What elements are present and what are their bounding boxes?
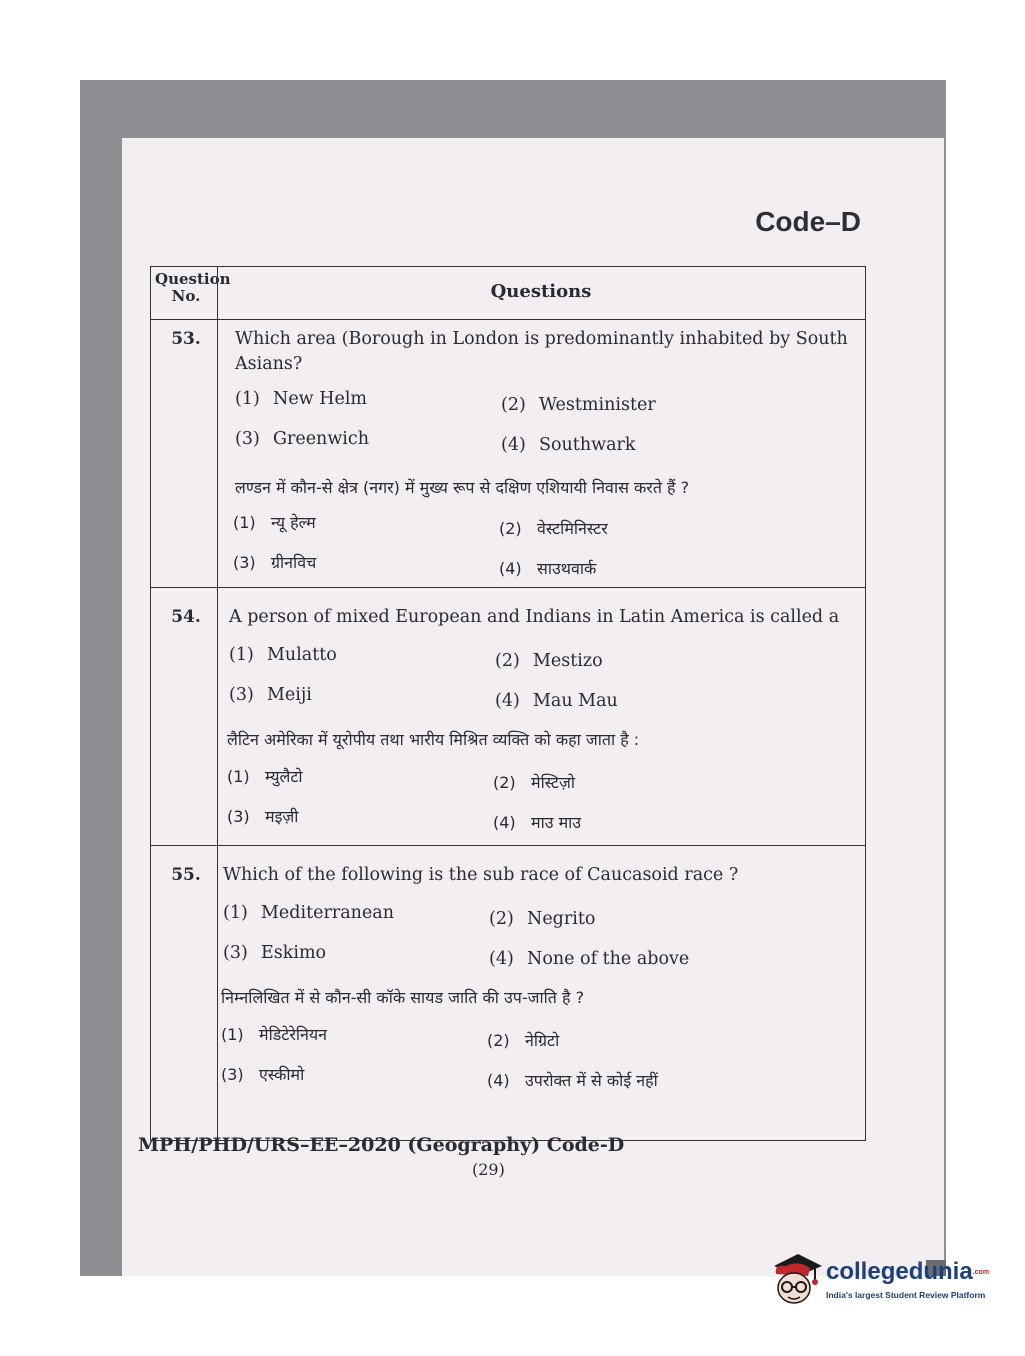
option-text: मेस्टिज़ो <box>531 773 576 792</box>
header-divider <box>151 319 865 320</box>
question-table <box>150 266 866 1141</box>
row-divider <box>151 845 865 846</box>
option-text: None of the above <box>527 949 690 969</box>
option-2-hi <box>487 1029 559 1051</box>
option-text: साउथवार्क <box>537 559 597 578</box>
option-number: (4) <box>495 691 520 711</box>
mascot-icon <box>768 1250 824 1312</box>
option-4-hi <box>487 1069 658 1091</box>
header-no-label: No. <box>171 287 201 305</box>
option-4-en <box>495 691 618 711</box>
option-text: Mestizo <box>533 651 603 671</box>
question-text-en: Which area (Borough in London is predominantly inhabited by South Asians? <box>235 329 848 374</box>
option-4-hi <box>499 557 596 579</box>
header-question-no <box>155 270 231 305</box>
option-text: एस्कीमो <box>259 1065 305 1084</box>
option-3-en <box>223 943 326 963</box>
option-text: Mulatto <box>267 645 337 665</box>
option-text: म्युलैटो <box>265 767 303 786</box>
logo-wordmark <box>826 1258 989 1286</box>
question-text-en: Which of the following is the sub race of Caucasoid race ? <box>223 865 739 885</box>
question-number: 54. <box>171 607 201 627</box>
option-number: (2) <box>493 773 516 792</box>
logo-name-text: collegedunia <box>826 1258 973 1285</box>
option-1-en <box>223 903 394 923</box>
option-number: (1) <box>227 767 250 786</box>
option-3-en <box>235 429 369 449</box>
question-number: 55. <box>171 865 201 885</box>
option-text: न्यू हेल्म <box>271 513 316 532</box>
row-divider <box>151 587 865 588</box>
option-text: माउ माउ <box>531 813 582 832</box>
page-number: (29) <box>472 1160 505 1179</box>
option-1-en <box>235 389 367 409</box>
option-2-en <box>501 395 656 415</box>
option-1-hi <box>227 765 303 787</box>
option-text: मइज़ी <box>265 807 299 826</box>
option-number: (4) <box>493 813 516 832</box>
option-3-hi <box>221 1063 304 1085</box>
code-label: Code–D <box>755 206 861 237</box>
option-number: (4) <box>501 435 526 455</box>
option-3-en <box>229 685 312 705</box>
option-4-en <box>489 949 689 969</box>
option-1-en <box>229 645 337 665</box>
option-number: (3) <box>223 943 248 963</box>
option-number: (2) <box>501 395 526 415</box>
column-divider <box>217 267 218 1140</box>
option-4-hi <box>493 811 581 833</box>
option-text: New Helm <box>273 389 368 409</box>
question-number: 53. <box>171 329 201 349</box>
question-text-hi: निम्नलिखित में से कौन-सी कॉके सायड जाति की उप-जाति है ? <box>221 988 585 1007</box>
option-number: (4) <box>487 1071 510 1090</box>
option-number: (2) <box>487 1031 510 1050</box>
option-1-hi <box>221 1023 327 1045</box>
header-questions: Questions <box>490 281 592 302</box>
option-text: Westminister <box>539 395 656 415</box>
logo-tagline: India's largest Student Review Platform <box>826 1290 986 1300</box>
option-number: (4) <box>489 949 514 969</box>
option-number: (3) <box>227 807 250 826</box>
option-number: (1) <box>221 1025 244 1044</box>
option-text: Greenwich <box>273 429 369 449</box>
option-3-hi <box>233 551 316 573</box>
question-text-en: A person of mixed European and Indians in Latin America is called a <box>229 607 840 627</box>
option-text: नेग्रिटो <box>525 1031 560 1050</box>
option-text: Meiji <box>267 685 312 705</box>
question-text-hi: लण्डन में कौन-से क्षेत्र (नगर) में मुख्य रूप से दक्षिण एशियायी निवास करते हैं ? <box>235 478 690 497</box>
option-text: Negrito <box>527 909 596 929</box>
question-text-hi: लैटिन अमेरिका में यूरोपीय तथा भारीय मिश्रित व्यक्ति को कहा जाता है : <box>227 730 640 749</box>
option-text: Mau Mau <box>533 691 618 711</box>
option-number: (4) <box>499 559 522 578</box>
option-number: (2) <box>495 651 520 671</box>
option-number: (1) <box>233 513 256 532</box>
option-4-en <box>501 435 635 455</box>
option-text: ग्रीनविच <box>271 553 317 572</box>
option-text: Mediterranean <box>261 903 394 923</box>
option-number: (3) <box>235 429 260 449</box>
collegedunia-logo[interactable] <box>768 1250 998 1312</box>
exam-footer-title: MPH/PHD/URS–EE–2020 (Geography) Code-D <box>138 1134 625 1156</box>
option-number: (2) <box>499 519 522 538</box>
option-number: (3) <box>221 1065 244 1084</box>
option-number: (2) <box>489 909 514 929</box>
header-question-label: Question <box>155 270 231 288</box>
option-text: Southwark <box>539 435 636 455</box>
option-text: Eskimo <box>261 943 327 963</box>
option-text: मेडिटेरेनियन <box>259 1025 328 1044</box>
option-text: उपरोक्त में से कोई नहीं <box>525 1071 658 1090</box>
option-2-hi <box>499 517 608 539</box>
option-3-hi <box>227 805 298 827</box>
option-text: वेस्टमिनिस्टर <box>537 519 608 538</box>
option-number: (1) <box>235 389 260 409</box>
option-number: (1) <box>223 903 248 923</box>
option-1-hi <box>233 511 316 533</box>
option-number: (3) <box>233 553 256 572</box>
option-2-en <box>495 651 603 671</box>
option-number: (3) <box>229 685 254 705</box>
option-2-en <box>489 909 595 929</box>
logo-suffix: .com <box>972 1269 990 1277</box>
option-2-hi <box>493 771 575 793</box>
option-number: (1) <box>229 645 254 665</box>
